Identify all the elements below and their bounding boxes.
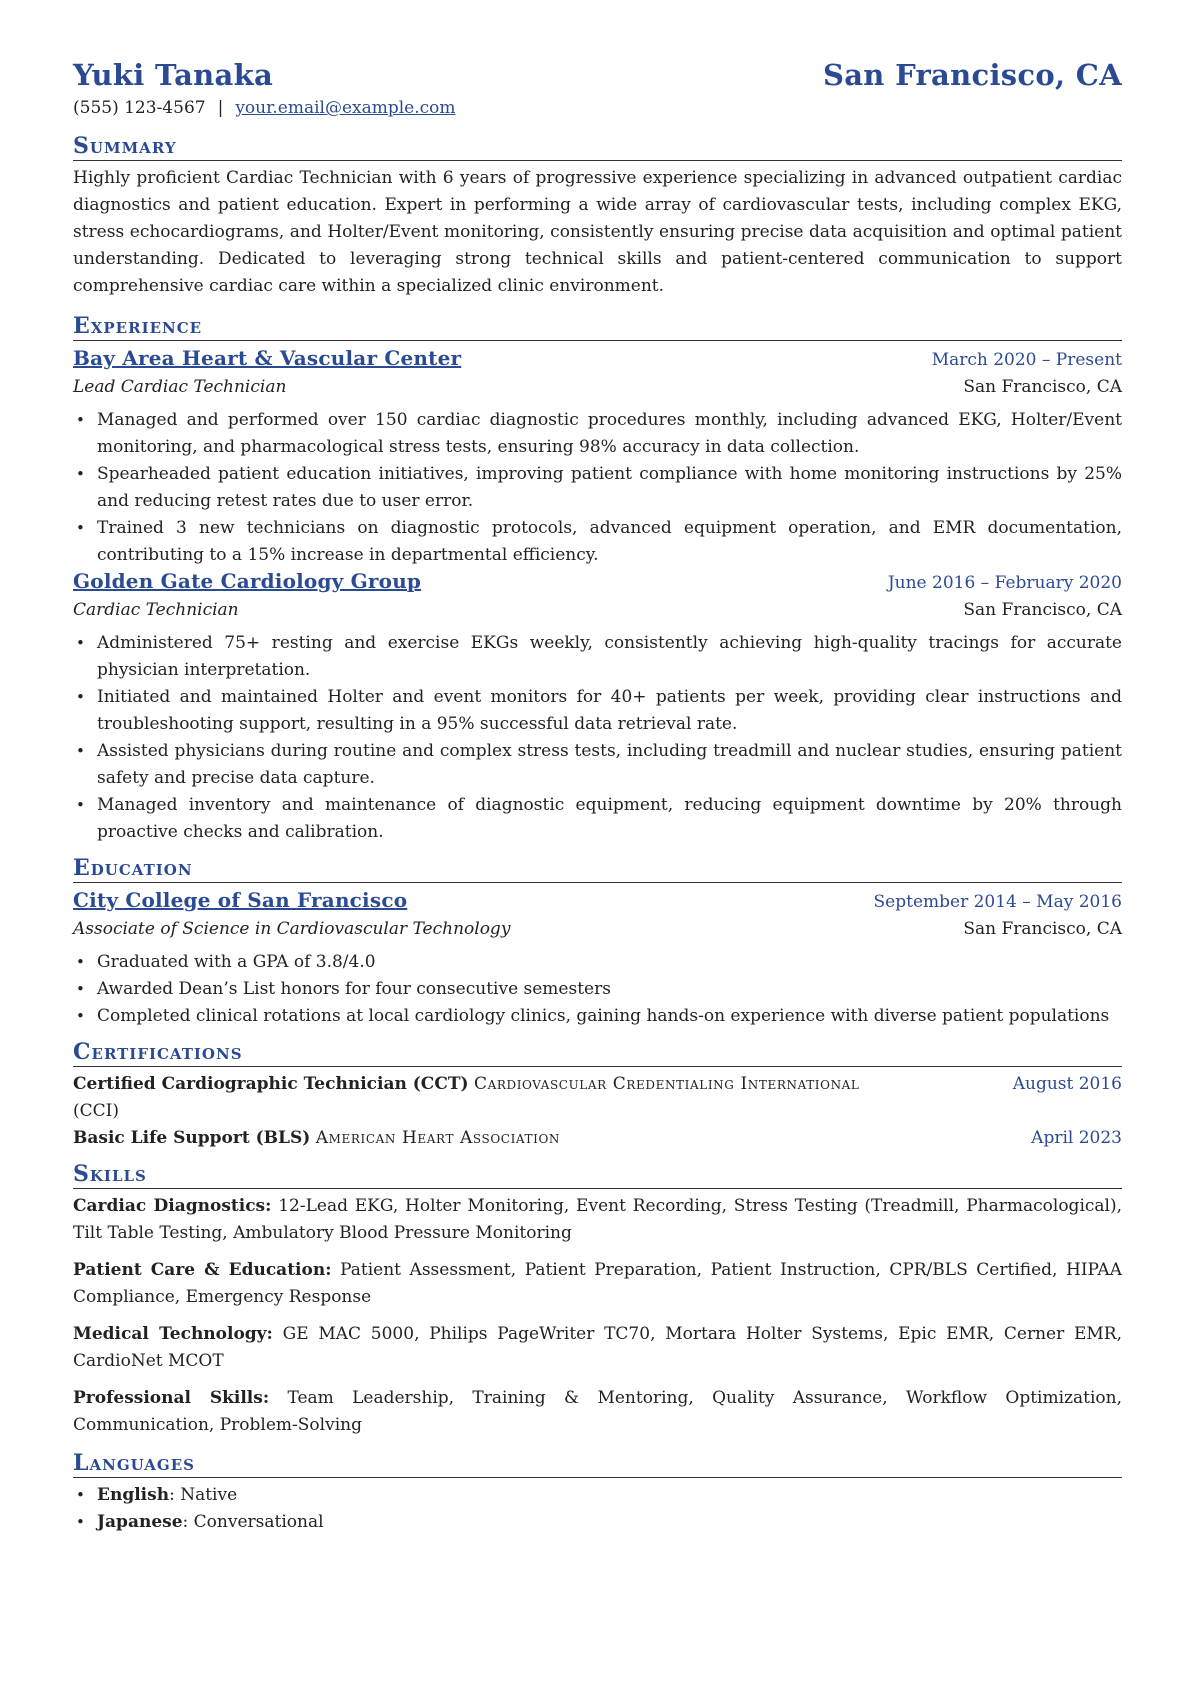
list-item: • Graduated with a GPA of 3.8/4.0	[97, 949, 1122, 976]
cert-issuer-suffix: (CCI)	[73, 1101, 119, 1121]
header	[73, 58, 1122, 92]
skill-group	[73, 1321, 1122, 1375]
list-item: • Spearheaded patient education initiatives, improving patient compliance with home monitoring instructions by 25% and reducing retest rates due to user error.	[97, 461, 1122, 515]
job-entry	[73, 345, 1122, 569]
skill-text: 12-Lead EKG, Holter Monitoring, Event Recording, Stress Testing (Treadmill, Pharmacological), Tilt Table Testing, Ambulatory Blood Pressure Monitoring	[73, 1196, 1123, 1243]
section-title-experience: Experience	[73, 312, 1122, 341]
job-role: Lead Cardiac Technician	[73, 377, 287, 397]
contact-line	[73, 95, 1122, 122]
phone: (555) 123-4567	[73, 98, 206, 118]
cert-issuer: Cardiovascular Credentialing International	[473, 1074, 860, 1094]
skill-label: Medical Technology:	[73, 1324, 273, 1344]
job-location: San Francisco, CA	[963, 377, 1122, 397]
header-location: San Francisco, CA	[822, 58, 1122, 92]
section-title-certifications: Certifications	[73, 1038, 1122, 1067]
degree: Associate of Science in Cardiovascular Technology	[73, 919, 511, 939]
job-dates: March 2020 – Present	[931, 350, 1122, 370]
section-title-education: Education	[73, 854, 1122, 883]
list-item: • Completed clinical rotations at local cardiology clinics, gaining hands-on experience with diverse patient populations	[97, 1003, 1122, 1030]
job-bullets	[73, 630, 1122, 846]
certification-entry	[73, 1071, 1122, 1125]
job-entry	[73, 568, 1122, 846]
job-location: San Francisco, CA	[963, 600, 1122, 620]
job-dates: June 2016 – February 2020	[887, 573, 1122, 593]
candidate-name: Yuki Tanaka	[73, 58, 274, 92]
section-title-languages: Languages	[73, 1449, 1122, 1478]
summary-text: Highly proficient Cardiac Technician with 6 years of progressive experience specializing in advanced outpatient cardiac diagnostics and patient education. Expert in performing a wide array of cardiovascular tests, including complex EKG, stress echocardiograms, and Holter/Event monitoring, consistently ensuring precise data acquisition and optimal patient understanding. Dedicated to leveraging strong technical skills and patient-centered communication to support comprehensive cardiac care within a specialized clinic environment.	[73, 168, 1122, 296]
language-level: Native	[180, 1485, 238, 1505]
skill-text: Team Leadership, Training & Mentoring, Quality Assurance, Workflow Optimization, Communication, Problem-Solving	[73, 1388, 1122, 1435]
skill-label: Patient Care & Education:	[73, 1260, 332, 1280]
language-level: Conversational	[193, 1512, 324, 1532]
education-location: San Francisco, CA	[963, 919, 1122, 939]
section-title-skills: Skills	[73, 1160, 1122, 1189]
list-item: • Japanese: Conversational	[97, 1509, 1122, 1536]
job-bullets	[73, 407, 1122, 569]
contact-separator: |	[217, 98, 224, 118]
list-item: • Assisted physicians during routine and complex stress tests, including treadmill and nuclear studies, ensuring patient safety and precise data capture.	[97, 738, 1122, 792]
certification-entry	[73, 1125, 1122, 1152]
cert-name: Certified Cardiographic Technician (CCT)	[73, 1074, 469, 1094]
list-item: • Managed and performed over 150 cardiac diagnostic procedures monthly, including advanced EKG, Holter/Event monitoring, and pharmacological stress tests, ensuring 98% accuracy in data collection.	[97, 407, 1122, 461]
list-item: • Trained 3 new technicians on diagnostic protocols, advanced equipment operation, and EMR documentation, contributing to a 15% increase in departmental efficiency.	[97, 515, 1122, 569]
skill-text: GE MAC 5000, Philips PageWriter TC70, Mortara Holter Systems, Epic EMR, Cerner EMR, CardioNet MCOT	[73, 1324, 1123, 1371]
list-item: • Initiated and maintained Holter and event monitors for 40+ patients per week, providing clear instructions and troubleshooting support, resulting in a 95% successful data retrieval rate.	[97, 684, 1122, 738]
cert-name: Basic Life Support (BLS)	[73, 1128, 311, 1148]
skill-group	[73, 1257, 1122, 1311]
education-entry	[73, 887, 1122, 1030]
list-item: • Managed inventory and maintenance of diagnostic equipment, reducing equipment downtime by 20% through proactive checks and calibration.	[97, 792, 1122, 846]
list-item: • Awarded Dean’s List honors for four consecutive semesters	[97, 976, 1122, 1003]
education-dates: September 2014 – May 2016	[873, 892, 1122, 912]
job-role: Cardiac Technician	[73, 600, 239, 620]
skill-label: Cardiac Diagnostics:	[73, 1196, 272, 1216]
skill-group	[73, 1385, 1122, 1439]
section-title-summary: Summary	[73, 132, 1122, 161]
list-item: • Administered 75+ resting and exercise EKGs weekly, consistently achieving high-quality tracings for accurate physician interpretation.	[97, 630, 1122, 684]
email-link[interactable]: your.email@example.com	[235, 98, 456, 118]
language-name: English	[97, 1485, 170, 1505]
skill-label: Professional Skills:	[73, 1388, 270, 1408]
cert-date: August 2016	[1012, 1074, 1122, 1094]
language-name: Japanese	[97, 1512, 183, 1532]
skill-text: Patient Assessment, Patient Preparation, Patient Instruction, CPR/BLS Certified, HIPAA Compliance, Emergency Response	[73, 1260, 1122, 1307]
language-list	[73, 1482, 1122, 1536]
employer-link[interactable]: Bay Area Heart & Vascular Center	[73, 346, 462, 370]
cert-date: April 2023	[1031, 1128, 1122, 1148]
employer-link[interactable]: Golden Gate Cardiology Group	[73, 569, 422, 593]
skill-group	[73, 1193, 1122, 1247]
education-bullets	[73, 949, 1122, 1030]
cert-issuer: American Heart Association	[315, 1128, 561, 1148]
school-link[interactable]: City College of San Francisco	[73, 888, 408, 912]
list-item: • English: Native	[97, 1482, 1122, 1509]
